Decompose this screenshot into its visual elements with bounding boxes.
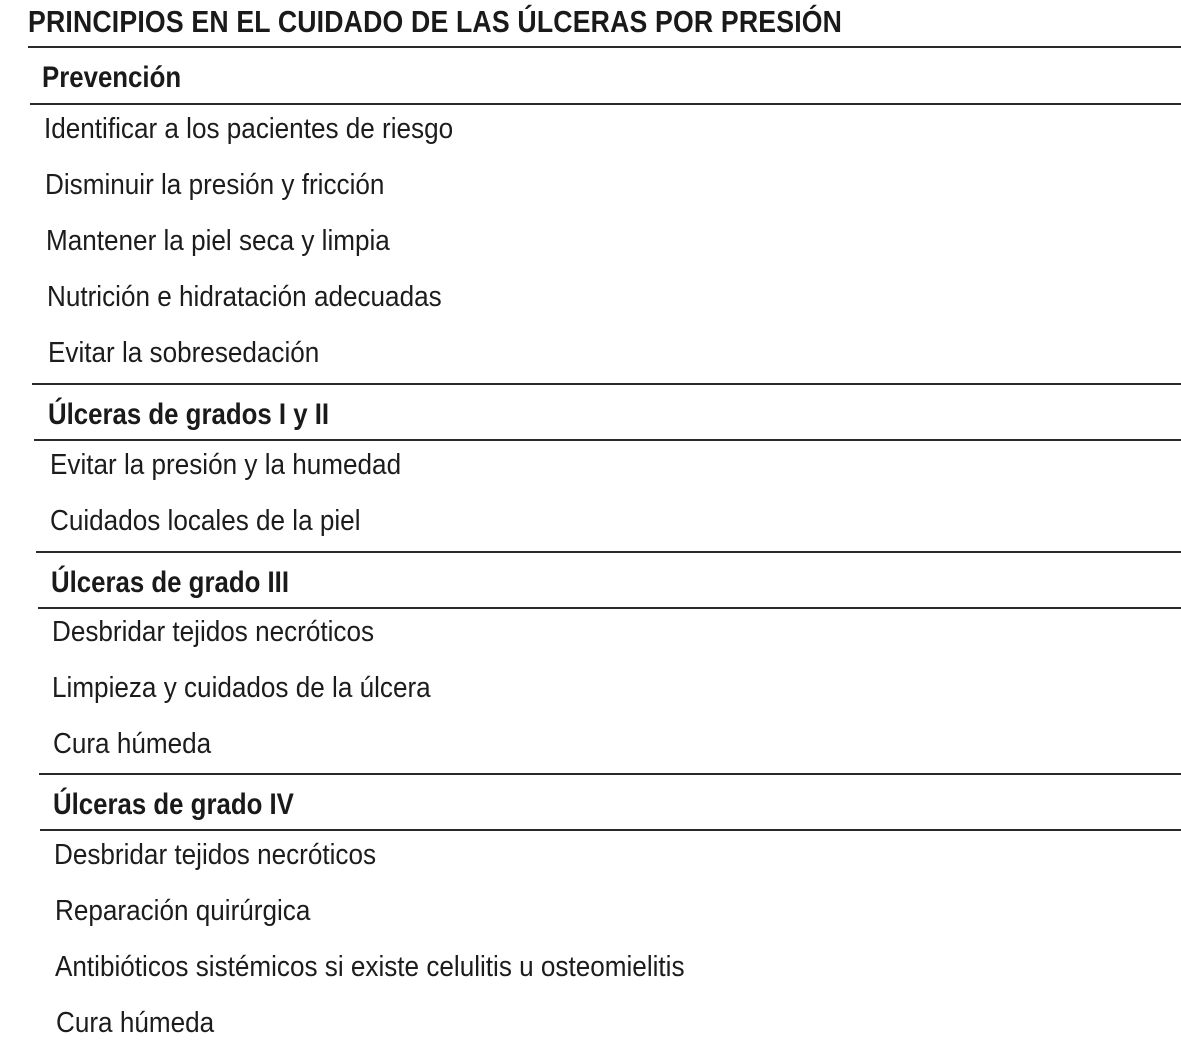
section-heading-grado-iv: Úlceras de grado IV [53, 788, 294, 821]
section-heading-grados-i-ii: Úlceras de grados I y II [48, 398, 330, 431]
section-rule [39, 773, 1181, 775]
section-rule [36, 551, 1181, 553]
list-item: Reparación quirúrgica [55, 895, 311, 927]
section-rule [32, 383, 1181, 385]
list-item: Antibióticos sistémicos si existe celulitis u osteomielitis [55, 951, 685, 983]
list-item: Desbridar tejidos necróticos [52, 616, 375, 648]
list-item: Limpieza y cuidados de la úlcera [52, 672, 431, 704]
section-heading-grado-iii: Úlceras de grado III [51, 566, 290, 599]
document-title: PRINCIPIOS EN EL CUIDADO DE LAS ÚLCERAS POR PRESIÓN [28, 4, 843, 39]
list-item: Identificar a los pacientes de riesgo [44, 113, 454, 145]
list-item: Mantener la piel seca y limpia [46, 225, 390, 257]
list-item: Cuidados locales de la piel [50, 505, 361, 537]
section-rule [28, 46, 1181, 48]
list-item: Desbridar tejidos necróticos [54, 839, 377, 871]
list-item: Evitar la presión y la humedad [50, 449, 402, 481]
list-item: Cura húmeda [56, 1007, 215, 1039]
section-heading-prevencion: Prevención [42, 61, 182, 94]
list-item: Cura húmeda [53, 728, 212, 760]
list-item: Evitar la sobresedación [48, 337, 320, 369]
list-item: Nutrición e hidratación adecuadas [47, 281, 442, 313]
list-item: Disminuir la presión y fricción [45, 169, 385, 201]
